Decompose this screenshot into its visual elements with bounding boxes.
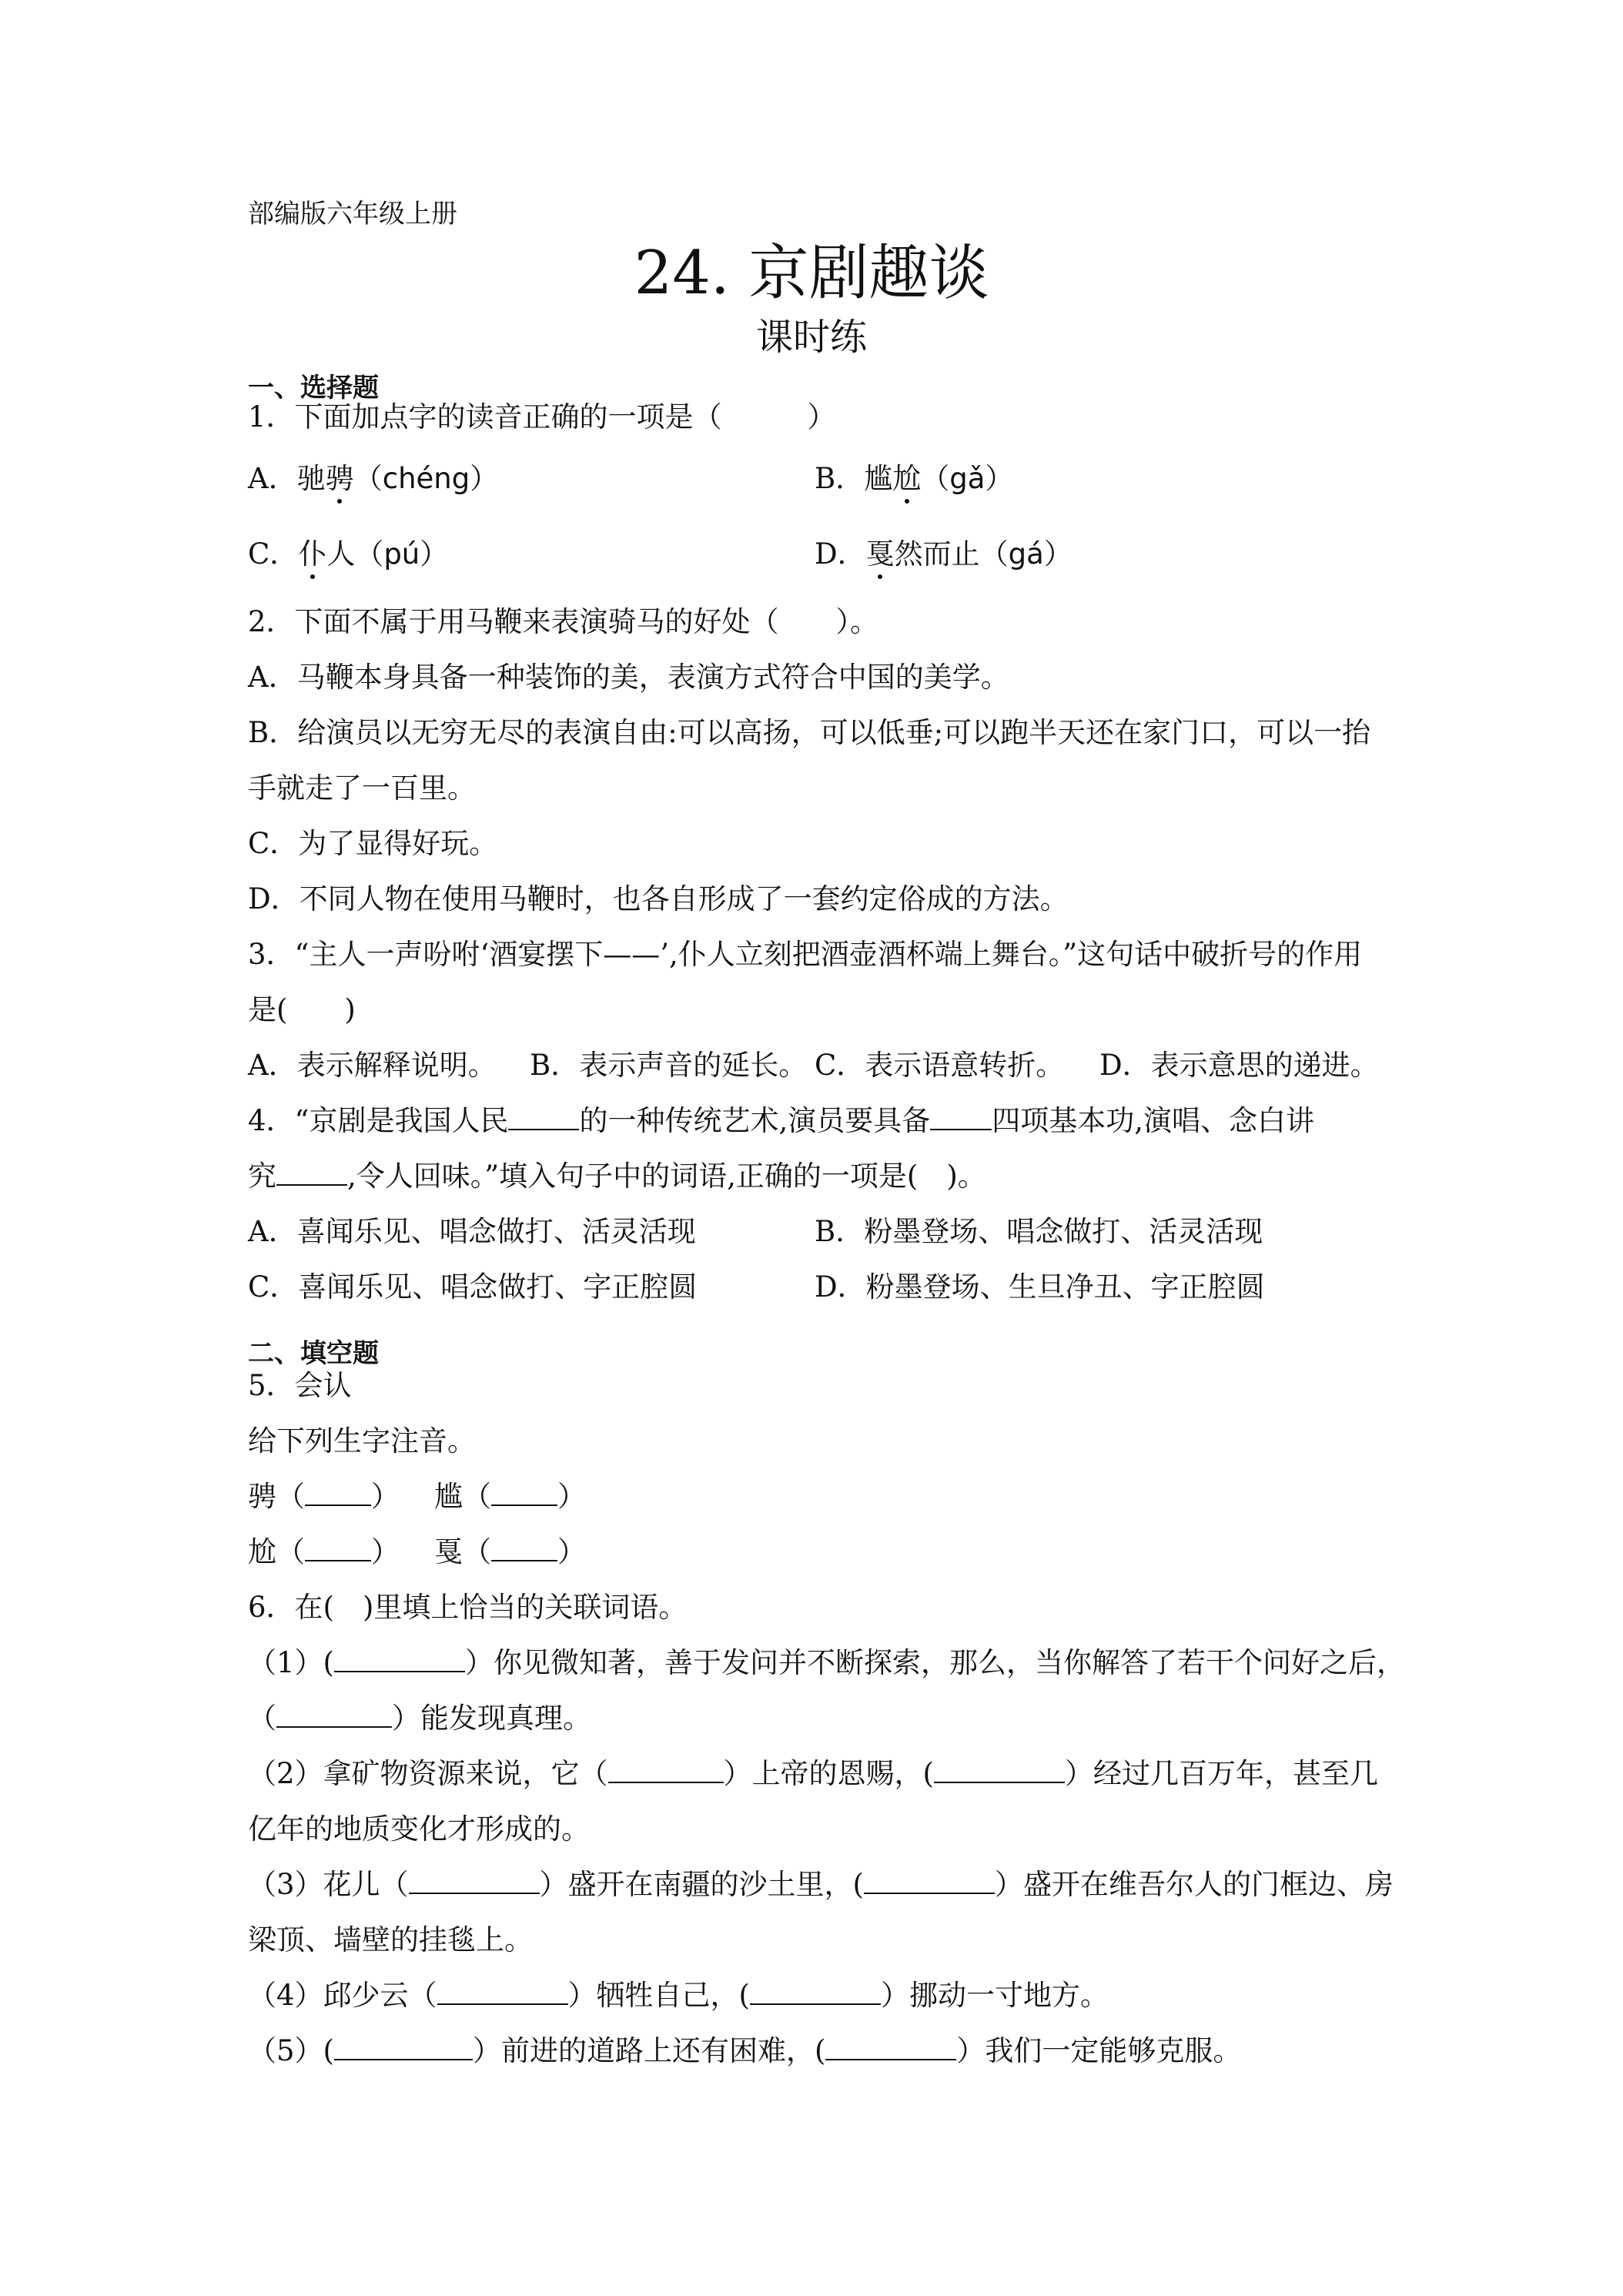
q5-char-3: 尬 — [248, 1535, 276, 1568]
q5-stem: 5．会认 — [248, 1369, 352, 1402]
q4-option-d: D．粉墨登场、生旦净丑、字正腔圆 — [815, 1270, 1265, 1304]
q5-char-4: 戛 — [434, 1535, 463, 1568]
q6-5c: ）我们一定能够克服。 — [956, 2034, 1242, 2067]
q5-instruction: 给下列生字注音。 — [248, 1424, 476, 1458]
q5-close-2: ） — [557, 1480, 586, 1513]
q6-5a: （5）( — [248, 2034, 334, 2067]
q5-open-3: （ — [276, 1535, 305, 1568]
q1-d-prefix: D． — [815, 537, 866, 571]
q6-3c: ）盛开在维吾尔人的门框边、房 — [994, 1868, 1394, 1901]
page-subtitle: 课时练 — [755, 316, 867, 359]
q6-blank-1a[interactable] — [334, 1648, 465, 1672]
q4-s2a: 究 — [248, 1160, 276, 1193]
q6-stem: 6．在( )里填上恰当的关联词语。 — [248, 1591, 688, 1624]
q6-1c: （ — [248, 1702, 276, 1735]
q1-a-prefix: A．驰 — [248, 462, 326, 495]
section-fill: 二、填空题 — [248, 1338, 379, 1369]
q4-blank-3[interactable] — [276, 1161, 347, 1186]
q6-blank-5a[interactable] — [334, 2036, 473, 2060]
q6-3b: ）盛开在南疆的沙土里，( — [539, 1868, 864, 1901]
q1-c-pinyin: pú — [383, 537, 420, 571]
q1-b-close: ） — [985, 462, 1014, 495]
q1-b-prefix: B．尴 — [815, 462, 893, 495]
q4-s1a: 4．“京剧是我国人民 — [248, 1104, 509, 1137]
q4-option-c: C．喜闻乐见、唱念做打、字正腔圆 — [248, 1270, 698, 1304]
grade-label: 部编版六年级上册 — [248, 199, 457, 229]
q3-stem-line1: 3．“主人一声吩咐‘酒宴摆下——’,仆人立刻把酒壶酒杯端上舞台。”这句话中破折号的作用 — [248, 938, 1363, 971]
q5-open-1: （ — [276, 1480, 305, 1513]
q1-a-dotted: 骋 — [325, 462, 354, 495]
q4-stem-line2 — [248, 1160, 986, 1193]
q2-option-d: D．不同人物在使用马鞭时，也各自形成了一套约定俗成的方法。 — [248, 882, 1069, 915]
q6-2c: ）经过几百万年，甚至几 — [1064, 1757, 1378, 1790]
q6-1d: ）能发现真理。 — [392, 1702, 591, 1735]
q6-item-5 — [248, 2034, 1241, 2068]
q6-blank-2a[interactable] — [608, 1759, 724, 1783]
q5-char-2: 尴 — [434, 1480, 463, 1513]
q6-2b: ）上帝的恩赐，( — [723, 1757, 934, 1790]
q4-s2b: ,令人回味。”填入句子中的词语,正确的一项是( )。 — [347, 1160, 986, 1193]
q1-option-d — [815, 537, 1073, 571]
q1-b-pinyin: gǎ — [949, 462, 986, 495]
q5-blank-3[interactable] — [305, 1537, 371, 1561]
q5-char-1: 骋 — [248, 1480, 276, 1513]
q5-blank-4[interactable] — [491, 1537, 557, 1561]
q6-blank-1b[interactable] — [276, 1703, 392, 1728]
q1-option-a — [248, 462, 498, 496]
q5-item-4 — [434, 1535, 586, 1569]
q3-option-d: D．表示意思的递进。 — [1099, 1049, 1379, 1082]
q4-s1c: 四项基本功,演唱、念白讲 — [992, 1104, 1314, 1137]
q4-stem-line1 — [248, 1104, 1314, 1138]
q6-4c: ）挪动一寸地方。 — [880, 1979, 1109, 2012]
q6-item-2-line2: 亿年的地质变化才形成的。 — [248, 1812, 590, 1846]
q1-c-close: ） — [420, 537, 449, 571]
q4-option-a: A．喜闻乐见、唱念做打、活灵活现 — [248, 1215, 696, 1248]
q6-item-1-line1 — [248, 1646, 1405, 1680]
q1-option-c — [248, 537, 448, 571]
q1-d-open: 然而止（ — [894, 537, 1009, 571]
q1-d-dotted: 戛 — [865, 537, 895, 571]
q6-1b: ）你见微知著，善于发问并不断探索，那么，当你解答了若干个问好之后， — [464, 1646, 1405, 1679]
q1-a-close: ） — [470, 462, 499, 495]
q3-option-a: A．表示解释说明。 — [248, 1049, 497, 1082]
q6-item-3-line2: 梁顶、墙壁的挂毯上。 — [248, 1923, 533, 1956]
q6-blank-3b[interactable] — [864, 1869, 995, 1894]
q6-blank-5b[interactable] — [825, 2036, 956, 2060]
q1-c-open: 人（ — [326, 537, 384, 571]
q6-5b: ）前进的道路上还有困难，( — [472, 2034, 826, 2067]
q5-item-1 — [248, 1480, 400, 1514]
q5-blank-2[interactable] — [491, 1481, 557, 1506]
section-choice: 一、选择题 — [248, 373, 379, 403]
q2-option-c: C．为了显得好玩。 — [248, 827, 498, 860]
q5-item-2 — [434, 1480, 586, 1514]
q4-s1b: 的一种传统艺术,演员要具备 — [579, 1104, 931, 1137]
q6-item-2-line1 — [248, 1757, 1378, 1791]
q6-4b: ）牺牲自己，( — [567, 1979, 750, 2012]
q5-blank-1[interactable] — [305, 1481, 371, 1506]
q6-item-1-line2 — [248, 1702, 591, 1735]
q1-a-open: （ — [353, 462, 383, 495]
q4-blank-1[interactable] — [508, 1106, 579, 1130]
q6-blank-4b[interactable] — [750, 1980, 881, 2005]
q6-blank-4a[interactable] — [437, 1980, 568, 2005]
q1-c-dotted: 仆 — [298, 537, 327, 571]
q6-item-3-line1 — [248, 1868, 1394, 1902]
q1-c-prefix: C． — [248, 537, 299, 571]
q2-stem: 2．下面不属于用马鞭来表演骑马的好处（ ）。 — [248, 605, 879, 638]
q4-option-b: B．粉墨登场、唱念做打、活灵活现 — [815, 1215, 1263, 1248]
page-title: 24. 京剧趣谈 — [634, 239, 989, 308]
q6-3a: （3）花儿（ — [248, 1868, 409, 1901]
q6-2a: （2）拿矿物资源来说，它（ — [248, 1757, 608, 1790]
q1-d-pinyin: gá — [1008, 537, 1044, 571]
q5-close-3: ） — [371, 1535, 400, 1568]
q5-close-1: ） — [371, 1480, 400, 1513]
q1-b-open: （ — [921, 462, 950, 495]
q6-blank-2b[interactable] — [934, 1759, 1065, 1783]
q1-a-pinyin: chéng — [382, 462, 470, 495]
q5-open-2: （ — [463, 1480, 491, 1513]
q1-option-b — [815, 462, 1013, 496]
q3-option-b: B．表示声音的延长。 — [530, 1049, 808, 1082]
q1-d-close: ） — [1043, 537, 1073, 571]
q2-option-b-line2: 手就走了一百里。 — [248, 771, 476, 805]
q4-blank-2[interactable] — [930, 1106, 992, 1130]
q3-option-c: C．表示语意转折。 — [815, 1049, 1065, 1082]
q6-item-4 — [248, 1979, 1109, 2013]
q6-blank-3a[interactable] — [409, 1869, 540, 1894]
q5-open-4: （ — [463, 1535, 491, 1568]
q3-stem-line2: 是( ) — [248, 993, 356, 1026]
q2-option-b-line1: B．给演员以无穷无尽的表演自由:可以高扬，可以低垂;可以跑半天还在家门口，可以一抬 — [248, 716, 1371, 749]
q5-item-3 — [248, 1535, 400, 1569]
q5-close-4: ） — [557, 1535, 586, 1568]
q1-b-dotted: 尬 — [892, 462, 922, 495]
q6-4a: （4）邱少云（ — [248, 1979, 437, 2012]
q6-1a: （1）( — [248, 1646, 334, 1679]
q2-option-a: A．马鞭本身具备一种装饰的美，表演方式符合中国的美学。 — [248, 661, 1009, 694]
q1-stem: 1．下面加点字的读音正确的一项是（ ） — [248, 400, 836, 433]
